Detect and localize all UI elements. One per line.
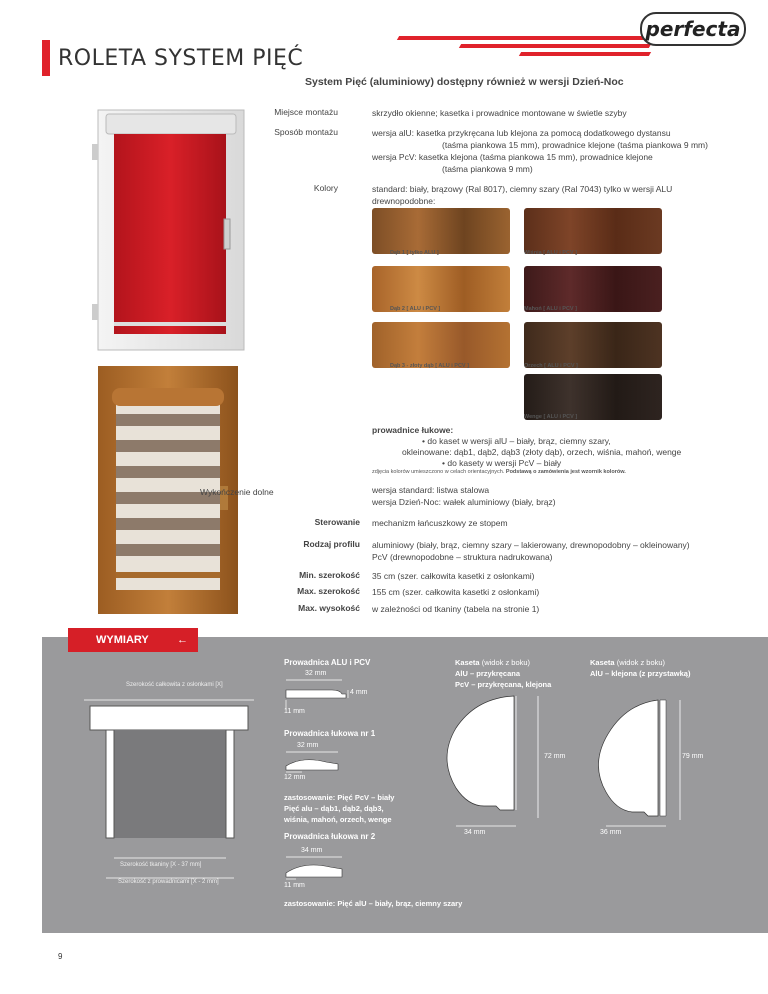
spec-value-bottom-finish: wersja standard: listwa stalowa wersja Dzień-Noc: wałek aluminiowy (biały, brąz) [372,485,556,507]
arched-guides-line: • do kaset w wersji alU – biały, brąz, ciemny szary, [422,436,611,446]
swatch-dab3 [372,322,510,368]
swatch-orzech [524,322,662,368]
brand-logo: perfecta [640,12,746,46]
arched-guides-line: okleinowane: dąb1, dąb2, dąb3 (złoty dąb), orzech, wiśnia, mahoń, wenge [402,447,682,457]
title-accent-bar [42,40,50,76]
dimensions-tab: WYMIARY ← [68,628,198,652]
arched-guide-2-usage: zastosowanie: Pięć alU – biały, brąz, ciemny szary [284,899,463,908]
arched-guides-block [372,425,712,469]
arched-guide-2-profile [282,855,362,885]
dim-32mm: 32 mm [305,670,327,677]
dim-34mm: 34 mm [301,847,323,854]
spec-value-min-width: 35 cm (szer. całkowita kasetki z osłonkami) [372,571,535,581]
spec-label-max-height: Max. wysokość [298,603,360,613]
dim-34mm-b: 34 mm [464,829,486,836]
total-width-label: Szerokość całkowita z osłonkami [X] [126,682,223,688]
dim-72mm: 72 mm [544,753,566,760]
arrow-left-icon: ← [177,634,188,646]
spec-value-control: mechanizm łańcuszkowy ze stopem [372,518,508,528]
dim-4mm: 4 mm [350,689,368,696]
arched-guides-heading: prowadnice łukowe: [372,425,454,435]
dim-32mm-b: 32 mm [297,742,319,749]
page-title: ROLETA SYSTEM PIĘĆ [58,46,304,71]
dim-11mm: 11 mm [284,708,305,715]
spec-label-bottom-finish: Wykończenie dolne [200,487,274,497]
spec-value-mounting-place: skrzydło okienne; kasetka i prowadnice montowane w świetle szyby [372,108,627,118]
spec-value-max-height: w zależności od tkaniny (tabela na stronie 1) [372,604,540,614]
arched-guides-line: • do kasety w wersji PcV – biały [442,458,562,468]
spec-label-min-width: Min. szerokość [299,570,360,580]
arched-guide-2-title: Prowadnica łukowa nr 2 [284,832,376,841]
swatch-label: Orzech [ ALU i PCV ] [524,363,578,369]
swatch-label: Wiśnia [ ALU i PCV ] [524,250,577,256]
cassette-2-profile [580,688,700,838]
spec-label-colors: Kolory [313,183,338,193]
color-note: zdjęcia kolorów umieszczono w celach orientacyjnych. Podstawą o zamówienia jest wzornik kolorów. [372,469,626,475]
swatch-label: Dąb 3 - złoty dąb [ ALU i PCV ] [390,363,469,369]
dim-11mm-b: 11 mm [284,882,305,889]
spec-label-profile: Rodzaj profilu [303,539,360,549]
guide-alu-title: Prowadnica ALU i PCV [284,658,371,667]
cassette-2-caption: Kaseta (widok z boku) AlU – klejona (z przystawką) [590,658,691,678]
spec-value-colors: standard: biały, brązowy (Ral 8017), ciemny szary (Ral 7043) tylko w wersji ALU drewnopodobne: [372,184,673,206]
cassette-1-profile [436,688,576,838]
swatch-label: Dąb 2 [ ALU i PCV ] [390,306,441,312]
spec-value-profile: aluminiowy (biały, brąz, ciemny szary – lakierowany, drewnopodobny – okleinowany) PcV (drewnopodobne – struktura nadrukowana) [372,540,690,562]
guides-width-label: Szerokość z prowadnicami [X - 2 mm] [118,879,219,885]
dim-36mm: 36 mm [600,829,622,836]
spec-value-max-width: 155 cm (szer. całkowita kasetki z osłonkami) [372,587,540,597]
product-image-red-blind [92,104,250,354]
swatch-label: Wenge [ ALU i PCV ] [524,414,578,420]
cassette-1-caption: Kaseta (widok z boku) AlU – przykręcana PcV – przykręcana, klejona [455,658,552,689]
swatch-wisnia [524,208,662,254]
spec-label-mounting-place: Miejsce montażu [274,107,338,117]
swatch-grid [372,208,682,428]
spec-label-control: Sterowanie [314,517,360,527]
spec-label-max-width: Max. szerokość [297,586,360,596]
fabric-width-label: Szerokość tkaniny [X - 37 mm] [120,862,202,868]
dim-79mm: 79 mm [682,753,704,760]
swatch-label: Mahoń [ ALU i PCV ] [524,306,577,312]
spec-value-mounting-method: wersja alU: kasetka przykręcana lub klejona za pomocą dodatkowego dystansu (taśma piankowa 15 mm), prowadnice klejone (taśma piankowa 9 mm) wersja PcV: kasetka klejona (taśma piankowa 15 mm), prowadnice klejone (taśma piankowa 9 mm) [372,128,708,174]
arched-guide-1-usage: zastosowanie: Pięć PcV – biały Pięć alu – dąb1, dąb2, dąb3, wiśnia, mahoń, orzech, wenge [284,793,395,824]
swatch-dab1 [372,208,510,254]
page-number: 9 [58,952,63,961]
arched-guide-1-title: Prowadnica łukowa nr 1 [284,729,376,738]
page-subtitle: System Pięć (aluminiowy) dostępny również w wersji Dzień-Noc [305,76,624,88]
swatch-label: Dąb 1 [ tylko ALU ] [390,250,439,256]
spec-label-mounting-method: Sposób montażu [274,127,338,137]
dim-12mm: 12 mm [284,774,306,781]
